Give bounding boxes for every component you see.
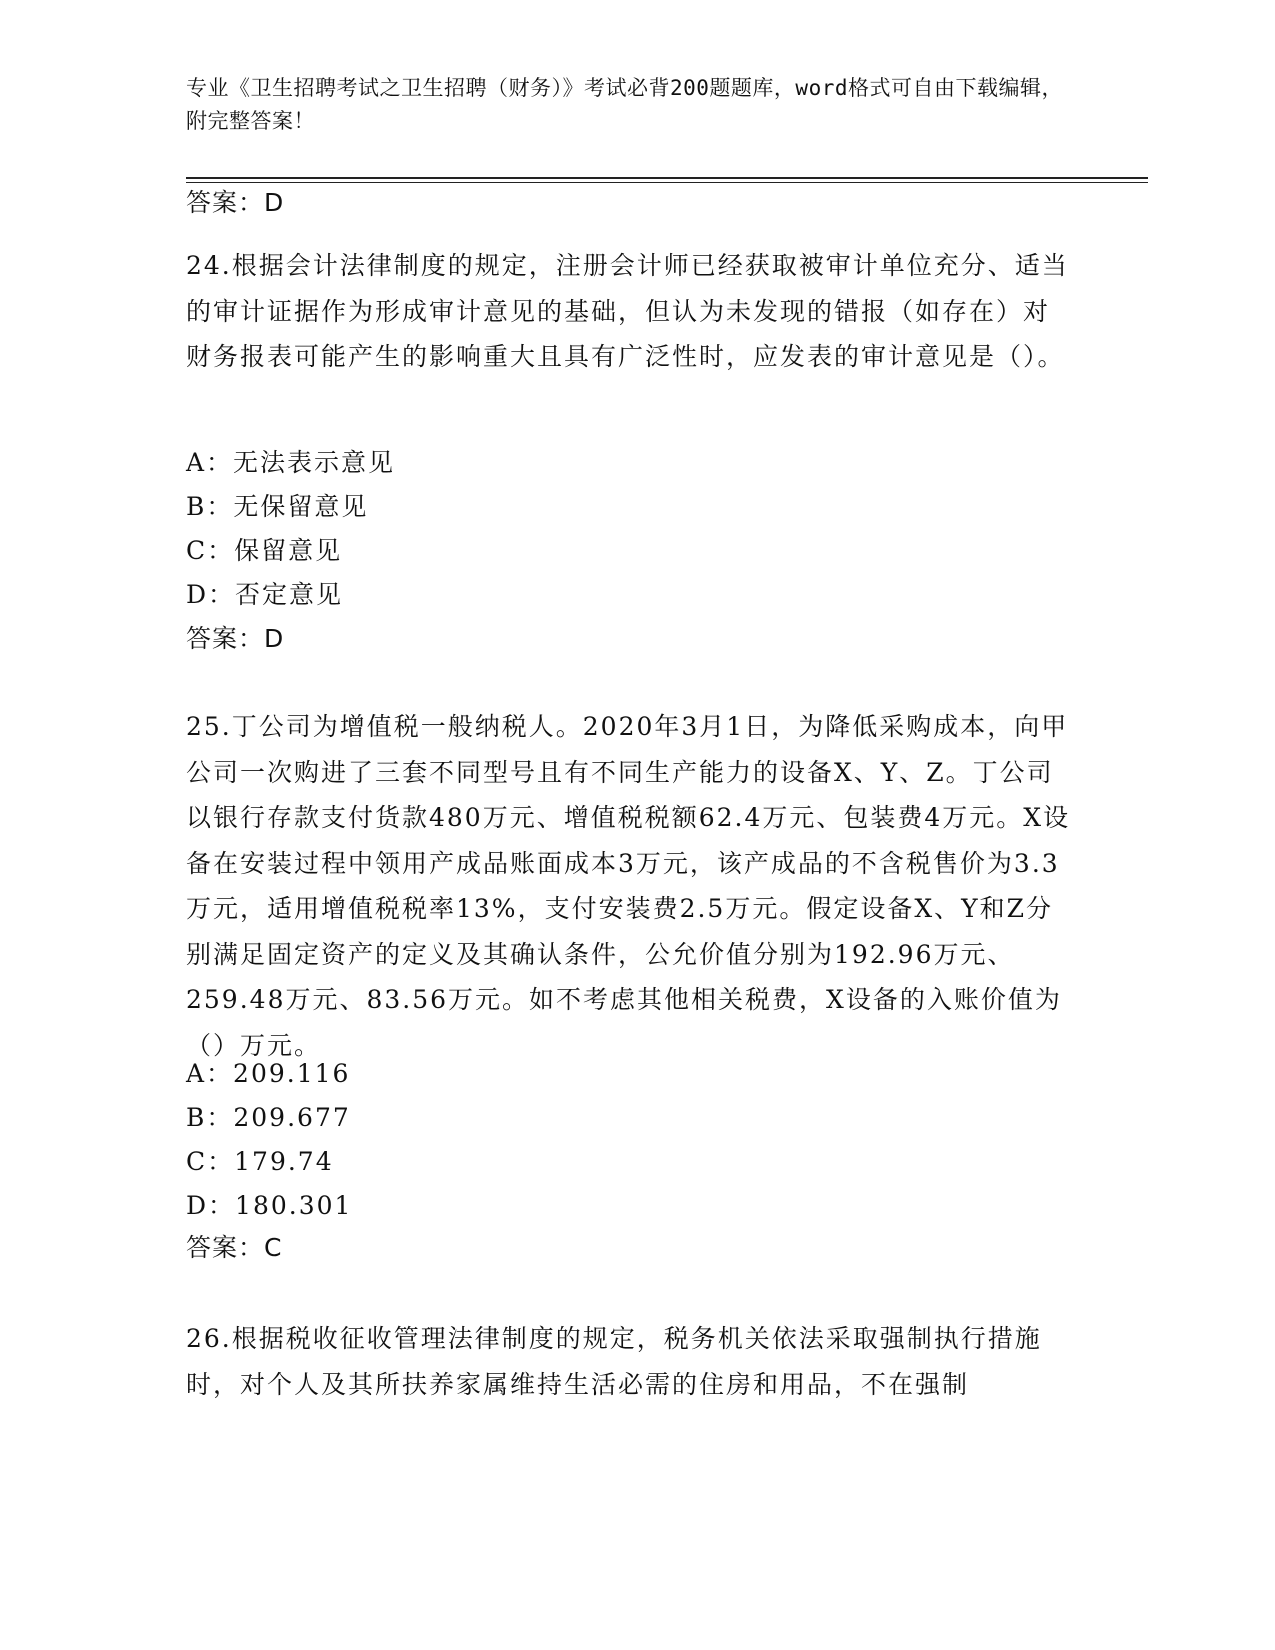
- question-24: 24.根据会计法律制度的规定，注册会计师已经获取被审计单位充分、适当的审计证据作为形成审计意见的基础，但认为未发现的错报（如存在）对财务报表可能产生的影响重大且具有广泛性时，应发表的审计意见是（）。: [186, 251, 1069, 371]
- option-24-a: A：无法表示意见: [186, 448, 396, 477]
- header-divider-thin: [186, 182, 1148, 183]
- question-26: 26.根据税收征收管理法律制度的规定，税务机关依法采取强制执行措施时，对个人及其所扶养家属维持生活必需的住房和用品，不在强制: [186, 1324, 1042, 1399]
- option-25-b: B：209.677: [186, 1103, 351, 1132]
- page-header: 专业《卫生招聘考试之卫生招聘（财务）》考试必背200题题库，word格式可自由下载编辑，附完整答案！: [186, 76, 1063, 133]
- option-25-a: A：209.116: [186, 1059, 351, 1088]
- question-25: 25.丁公司为增值税一般纳税人。2020年3月1日，为降低采购成本，向甲公司一次购进了三套不同型号且有不同生产能力的设备X、Y、Z。丁公司以银行存款支付货款480万元、增值税税额62.4万元、包装费4万元。X设备在安装过程中领用产成品账面成本3万元，该产成品的不含税售价为3.3万元，适用增值税税率13%，支付安装费2.5万元。假定设备X、Y和Z分别满足固定资产的定义及其确认条件，公允价值分别为192.96万元、259.48万元、83.56万元。如不考虑其他相关税费，X设备的入账价值为（）万元。: [186, 712, 1071, 1060]
- option-24-d: D：否定意见: [186, 580, 344, 609]
- header-divider-thick: [186, 177, 1148, 179]
- option-25-d: D：180.301: [186, 1191, 353, 1220]
- answer-23: 答案：D: [186, 188, 285, 217]
- answer-25: 答案：C: [186, 1233, 283, 1262]
- option-24-b: B：无保留意见: [186, 492, 369, 521]
- answer-24: 答案：D: [186, 624, 285, 653]
- option-24-c: C：保留意见: [186, 536, 343, 565]
- option-25-c: C：179.74: [186, 1147, 334, 1176]
